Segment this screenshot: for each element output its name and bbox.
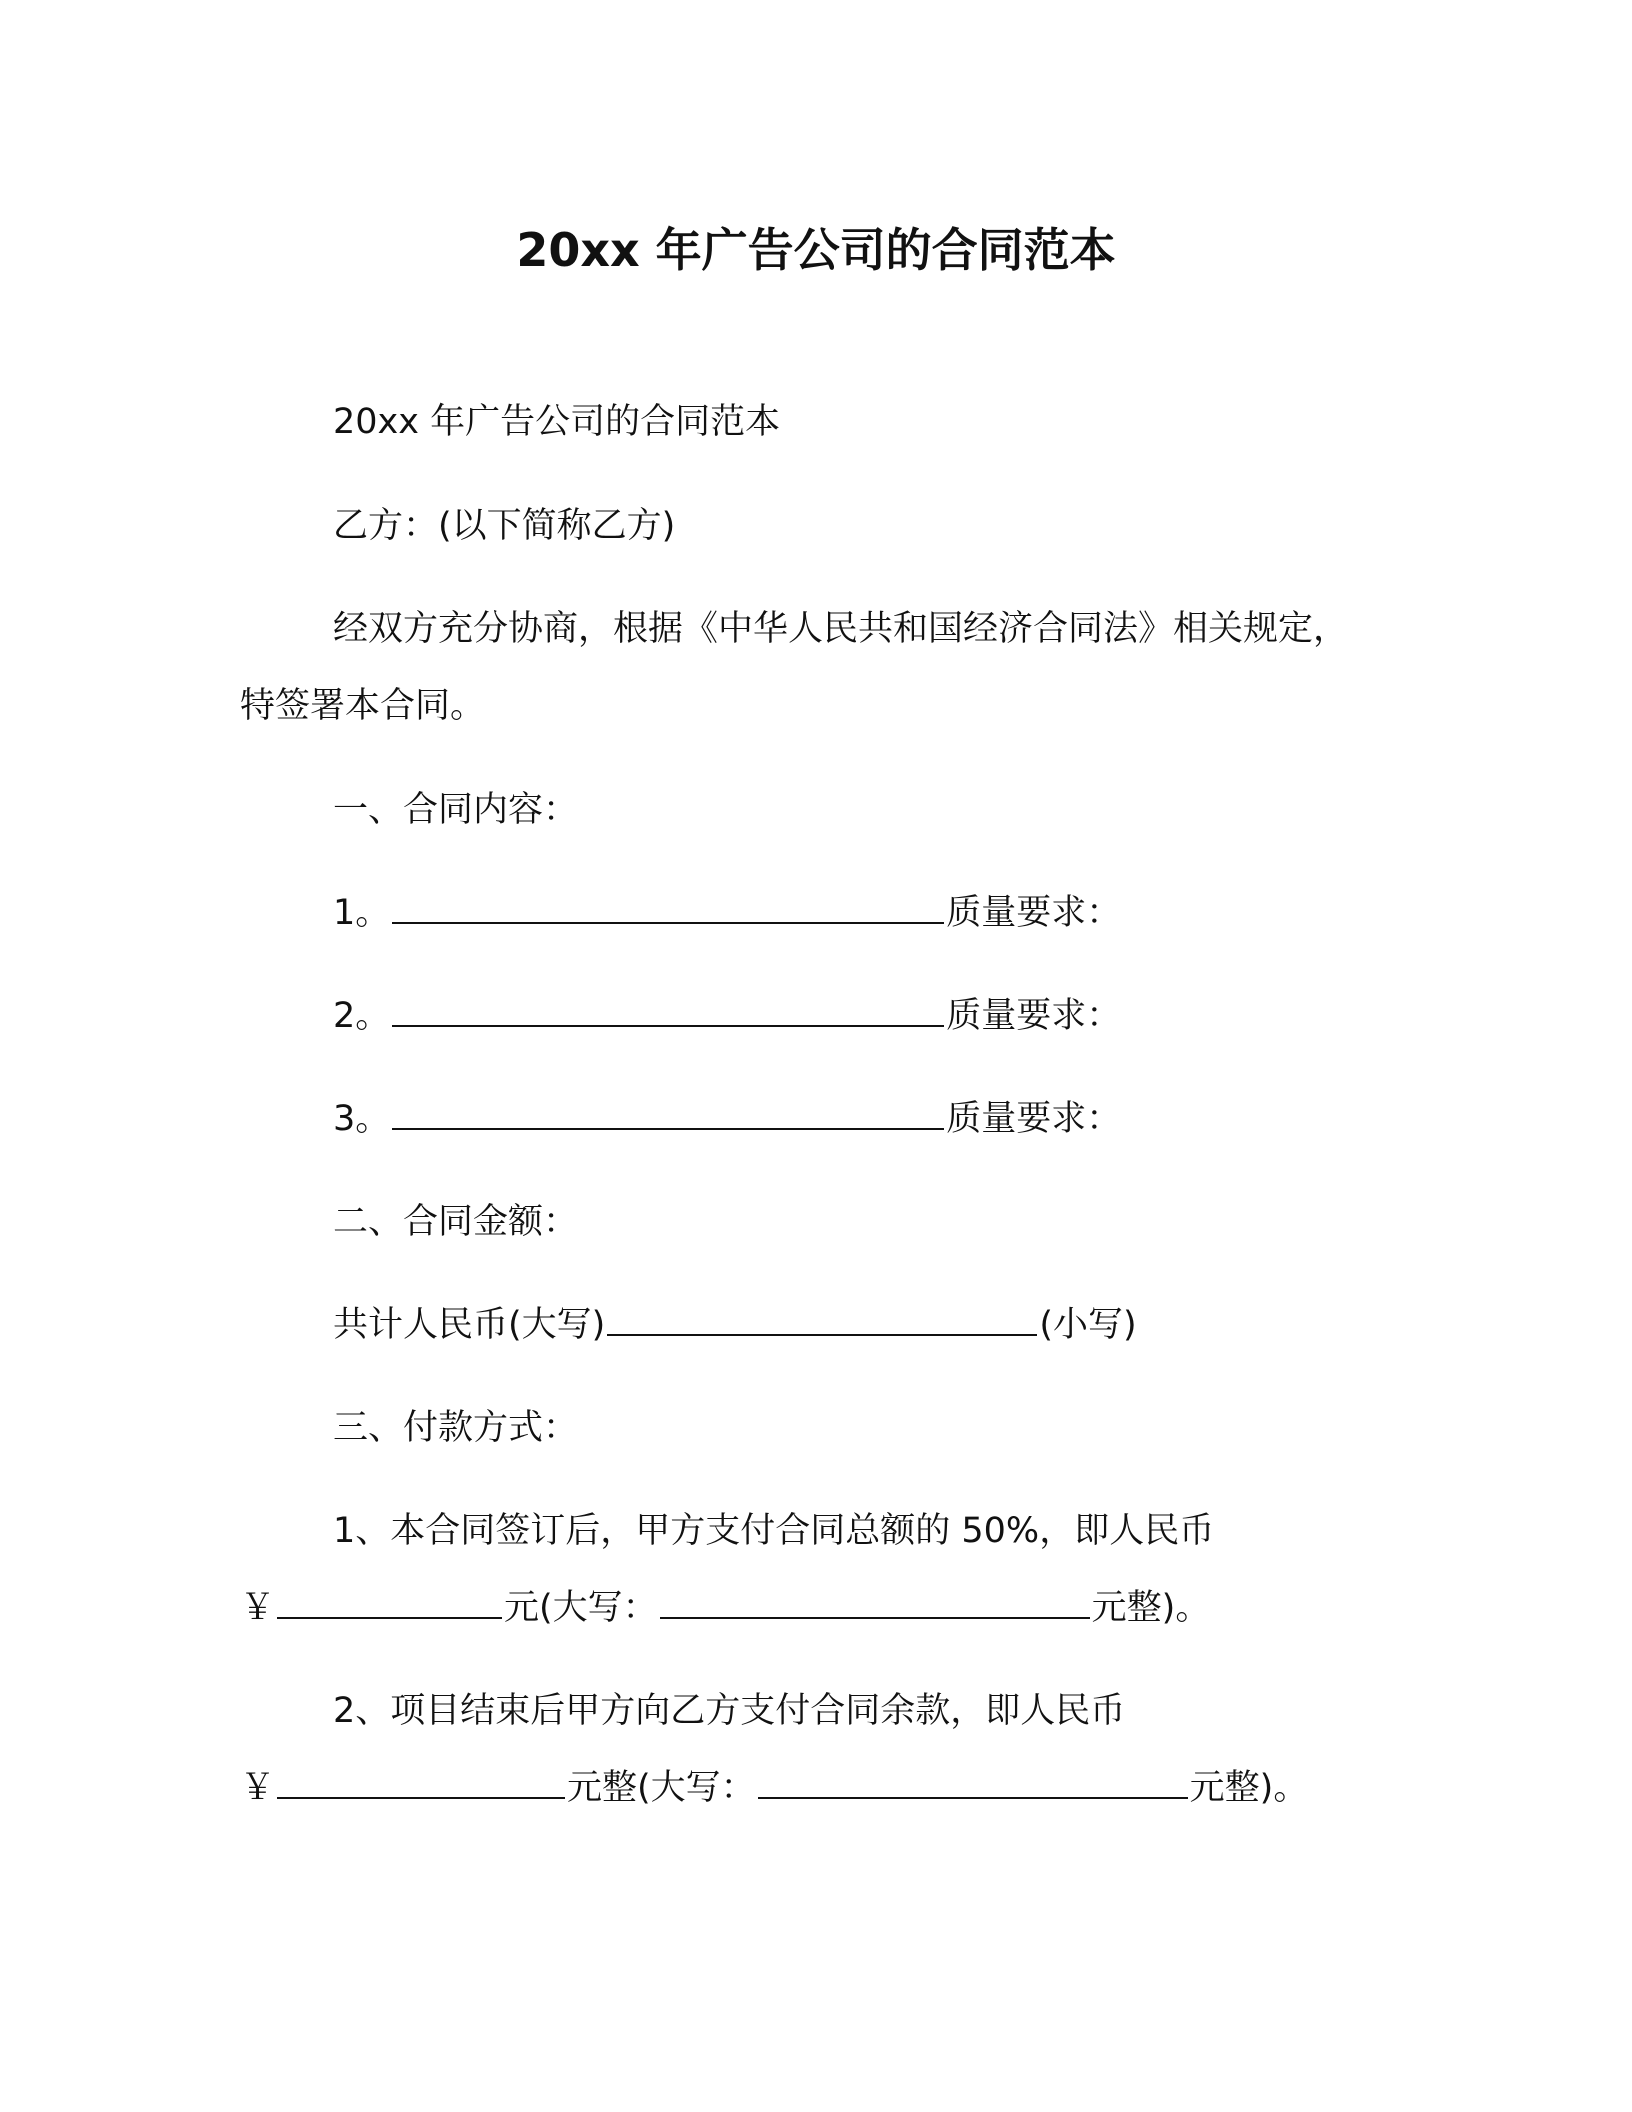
payment-2-amount-blank[interactable] [277,1767,565,1799]
payment-1-end: 元整)。 [1091,1588,1211,1628]
currency-symbol: ￥ [240,1768,276,1808]
item-quality-label: 质量要求： [946,996,1122,1036]
payment-1-line-2 [240,1586,1210,1630]
amount-line [333,1303,1137,1347]
fill-in-blank[interactable] [392,892,944,924]
payment-1-line-1: 1、本合同签订后，甲方支付合同总额的 50%，即人民币 [333,1511,1215,1551]
payment-2-mid: 元整(大写： [567,1768,756,1808]
section-3-heading: 三、付款方式： [333,1408,579,1448]
item-quality-label: 质量要求： [946,893,1122,933]
fill-in-blank[interactable] [392,1098,944,1130]
intro-line-2: 特签署本合同。 [240,686,486,726]
content-item-1 [333,891,1121,935]
amount-uppercase-blank[interactable] [607,1304,1037,1336]
item-number: 2。 [333,996,391,1036]
payment-2-line-2 [240,1766,1308,1810]
content-item-3 [333,1097,1121,1141]
amount-prefix: 共计人民币(大写) [333,1305,606,1345]
amount-suffix: (小写) [1039,1305,1137,1345]
party-b-line: 乙方：(以下简称乙方) [333,506,676,546]
payment-1-uppercase-blank[interactable] [660,1587,1090,1619]
section-1-heading: 一、合同内容： [333,790,579,830]
document-subtitle: 20xx 年广告公司的合同范本 [333,402,781,442]
item-quality-label: 质量要求： [946,1099,1122,1139]
document-title: 20xx 年广告公司的合同范本 [516,223,1116,277]
fill-in-blank[interactable] [392,995,944,1027]
intro-line-1: 经双方充分协商，根据《中华人民共和国经济合同法》相关规定， [333,609,1349,649]
item-number: 1。 [333,893,391,933]
payment-2-line-1: 2、项目结束后甲方向乙方支付合同余款，即人民币 [333,1691,1126,1731]
section-2-heading: 二、合同金额： [333,1202,579,1242]
item-number: 3。 [333,1099,391,1139]
payment-1-mid: 元(大写： [504,1588,658,1628]
payment-2-end: 元整)。 [1189,1768,1309,1808]
currency-symbol: ￥ [240,1588,276,1628]
payment-2-uppercase-blank[interactable] [758,1767,1188,1799]
content-item-2 [333,994,1121,1038]
payment-1-amount-blank[interactable] [277,1587,502,1619]
